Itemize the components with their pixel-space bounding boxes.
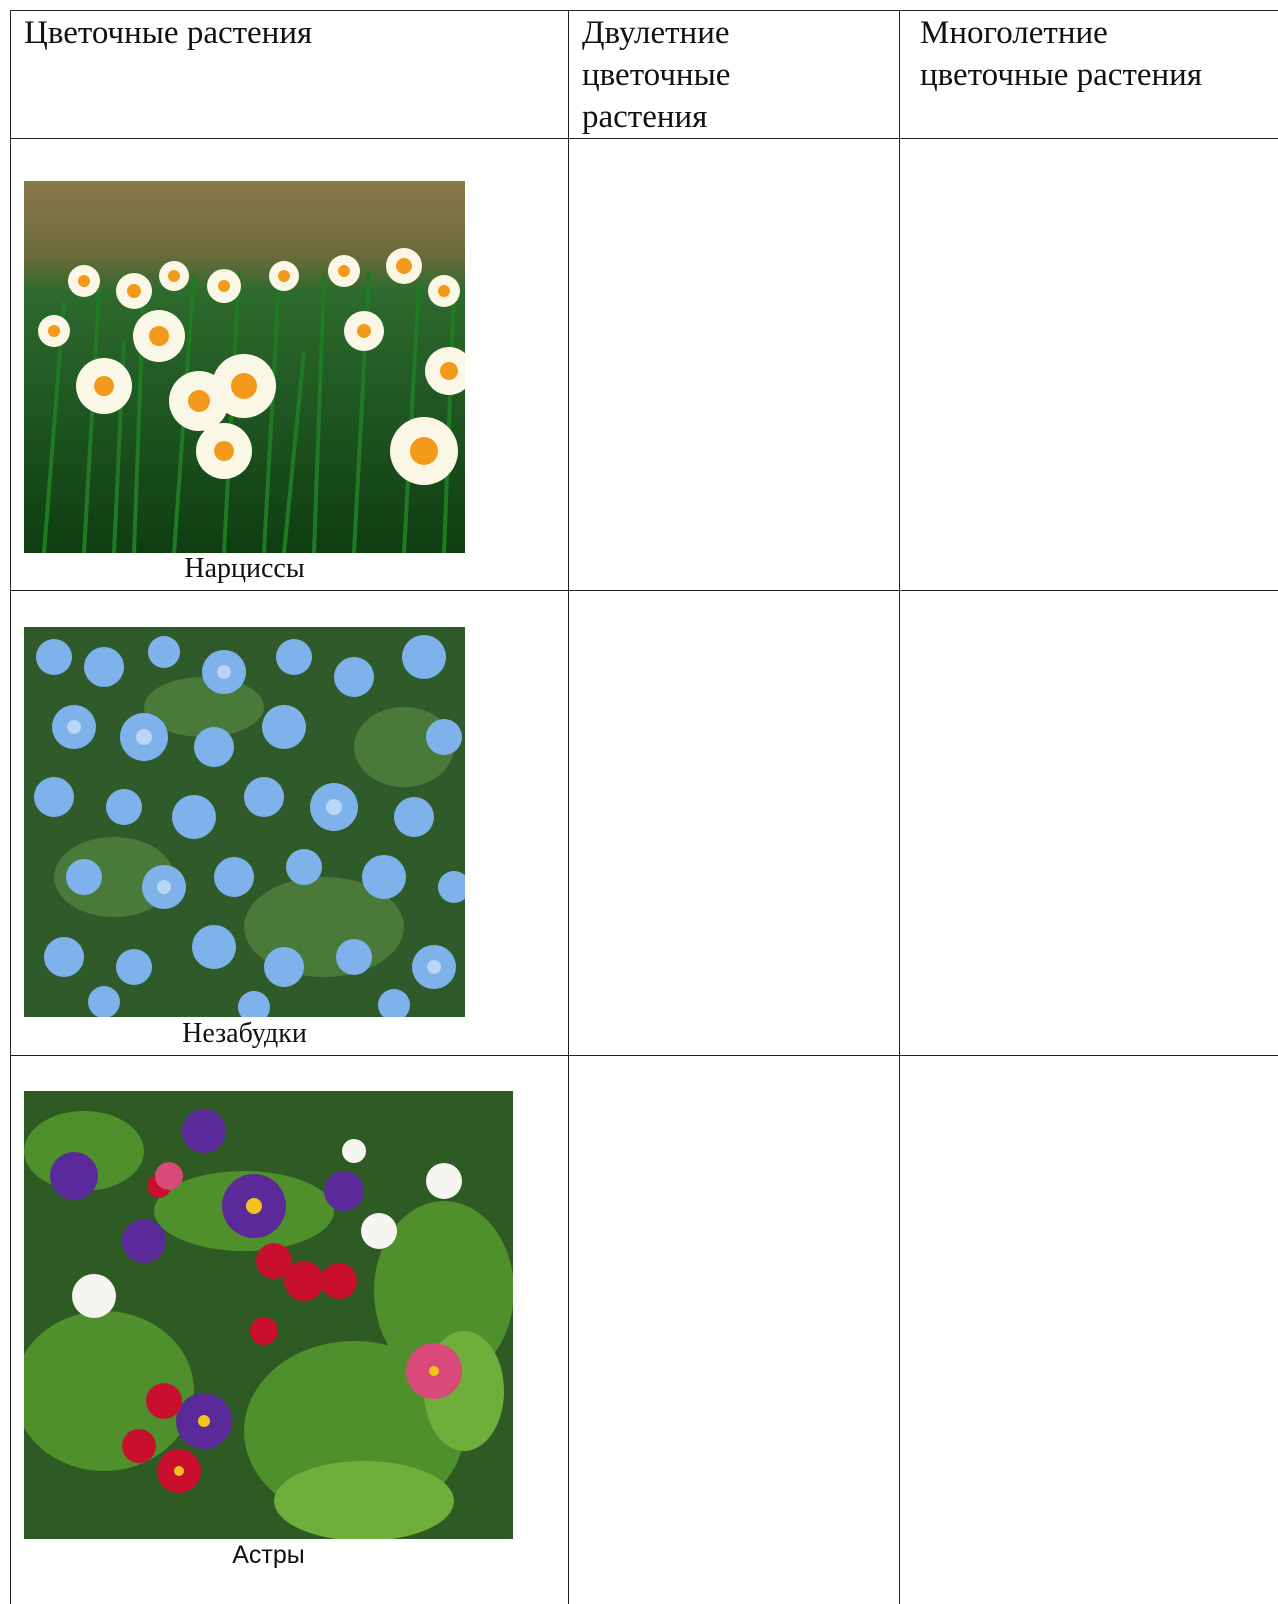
col2-right-border [899, 10, 900, 1604]
row1-bottom-border [10, 590, 1278, 591]
classification-table [10, 10, 1278, 1604]
asters-photo [24, 1091, 513, 1539]
forget-me-nots-caption: Незабудки [182, 1018, 307, 1049]
header-perennial: Многолетние цветочные растения [920, 15, 1203, 93]
forget-me-nots-photo [24, 627, 465, 1017]
daffodils-photo [24, 181, 465, 553]
asters-caption: Астры [232, 1541, 305, 1569]
header-bottom-border [10, 138, 1278, 139]
row2-bottom-border [10, 1055, 1278, 1056]
table-left-border [10, 10, 11, 1604]
col1-right-border [568, 10, 569, 1604]
header-flowering-plants: Цветочные растения [24, 15, 313, 51]
daffodils-caption: Нарциссы [184, 553, 305, 584]
table-top-border [10, 10, 1278, 11]
header-biennial: Двулетние цветочные растения [582, 15, 731, 135]
